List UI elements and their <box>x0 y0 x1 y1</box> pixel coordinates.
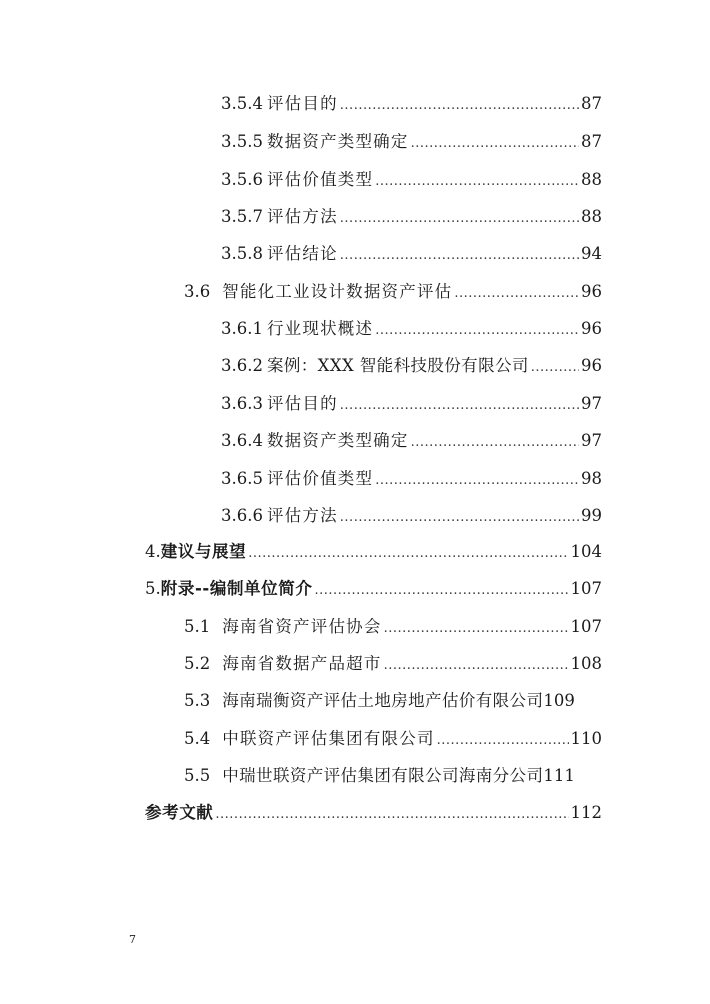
toc-entry-number: 3.6 <box>184 282 211 301</box>
toc-entry-number: 3.5.6 <box>221 170 263 189</box>
toc-entry-number: 3.5.4 <box>221 94 263 113</box>
toc-entry-number: 5.1 <box>184 617 211 636</box>
toc-entry-number: 3.5.7 <box>221 207 263 226</box>
toc-entry-number: 3.6.6 <box>221 506 263 525</box>
toc-entry-page: 88 <box>581 170 602 189</box>
toc-entry-page: 87 <box>581 132 602 151</box>
toc-entry-3-6-5[interactable] <box>221 467 602 491</box>
toc-entry-title: 附录--编制单位简介 <box>160 579 313 598</box>
toc-entry-title: 评估目的 <box>266 94 338 113</box>
dot-leader <box>411 132 579 156</box>
toc-entry-title: 评估价值类型 <box>266 469 374 488</box>
toc-entry-title: 海南省数据产品超市 <box>222 654 382 673</box>
toc-entry-number: 5.2 <box>184 654 211 673</box>
toc-entry-number: 3.5.5 <box>221 132 263 151</box>
toc-entry-5-4[interactable] <box>184 727 602 751</box>
dot-leader <box>437 729 569 753</box>
toc-entry-page: 97 <box>581 431 602 450</box>
toc-entry-number: 5. <box>145 579 161 598</box>
dot-leader <box>340 394 579 418</box>
toc-entry-references[interactable] <box>145 801 602 825</box>
toc-entry-page: 97 <box>581 394 602 413</box>
toc-entry-3-5-8[interactable] <box>221 242 602 266</box>
toc-entry-page: 108 <box>570 654 602 673</box>
toc-entry-page: 87 <box>581 94 602 113</box>
dot-leader <box>531 356 579 380</box>
dot-leader <box>375 319 579 343</box>
dot-leader <box>215 803 568 827</box>
toc-entry-title: 评估方法 <box>266 207 338 226</box>
toc-entry-number: 5.4 <box>184 729 211 748</box>
toc-entry-5-3[interactable] <box>184 689 608 713</box>
toc-entry-3-6-3[interactable] <box>221 392 602 416</box>
toc-entry-page: 99 <box>581 506 602 525</box>
toc-entry-5[interactable] <box>145 577 602 601</box>
dot-leader <box>340 94 579 118</box>
toc-entry-3-6[interactable] <box>184 280 602 304</box>
toc-entry-page: 109 <box>543 691 575 710</box>
toc-entry-title: 评估结论 <box>266 244 338 263</box>
toc-entry-number: 3.6.1 <box>221 319 263 338</box>
toc-entry-title: 参考文献 <box>145 803 214 822</box>
toc-entry-title: 案例：XXX 智能科技股份有限公司 <box>266 356 529 375</box>
toc-entry-title: 数据资产类型确定 <box>266 132 409 151</box>
toc-entry-page: 98 <box>581 469 602 488</box>
toc-entry-page: 112 <box>570 803 602 822</box>
toc-entry-3-5-5[interactable] <box>221 130 602 154</box>
toc-entry-number: 3.6.5 <box>221 469 263 488</box>
toc-entry-number: 3.5.8 <box>221 244 263 263</box>
toc-entry-3-5-4[interactable] <box>221 92 602 116</box>
toc-entry-page: 88 <box>581 207 602 226</box>
toc-entry-3-6-2[interactable] <box>221 354 602 378</box>
dot-leader <box>411 431 579 455</box>
toc-entry-5-5[interactable] <box>184 764 608 788</box>
toc-entry-title: 智能化工业设计数据资产评估 <box>222 282 453 301</box>
toc-entry-title: 海南省资产评估协会 <box>222 617 382 636</box>
toc-entry-page: 107 <box>570 579 602 598</box>
toc-entry-page: 104 <box>570 542 602 561</box>
toc-entry-page: 94 <box>581 244 602 263</box>
toc-entry-title: 海南瑞衡资产评估土地房地产估价有限公司 <box>222 691 544 710</box>
toc-entry-page: 107 <box>570 617 602 636</box>
toc-entry-number: 3.6.2 <box>221 356 263 375</box>
toc-entry-number: 3.6.3 <box>221 394 263 413</box>
toc-entry-page: 96 <box>581 282 602 301</box>
toc-entry-number: 5.3 <box>184 691 211 710</box>
toc-entry-title: 行业现状概述 <box>266 319 374 338</box>
toc-entry-3-5-7[interactable] <box>221 205 602 229</box>
toc-entry-3-6-6[interactable] <box>221 504 602 528</box>
toc-entry-number: 5.5 <box>184 766 211 785</box>
toc-entry-page: 96 <box>581 319 602 338</box>
page-number: 7 <box>129 933 136 946</box>
dot-leader <box>340 244 579 268</box>
toc-entry-number: 3.6.4 <box>221 431 263 450</box>
dot-leader <box>384 654 569 678</box>
toc-entry-page: 110 <box>570 729 602 748</box>
toc-entry-number: 4. <box>145 542 161 561</box>
dot-leader <box>340 506 579 530</box>
toc-entry-title: 中联资产评估集团有限公司 <box>222 729 435 748</box>
dot-leader <box>314 579 568 603</box>
toc-entry-3-6-4[interactable] <box>221 429 602 453</box>
toc-entry-page: 96 <box>581 356 602 375</box>
toc-entry-5-2[interactable] <box>184 652 602 676</box>
dot-leader <box>384 617 569 641</box>
toc-entry-title: 数据资产类型确定 <box>266 431 409 450</box>
toc-entry-3-6-1[interactable] <box>221 317 602 341</box>
toc-entry-title: 评估目的 <box>266 394 338 413</box>
toc-entry-title: 中瑞世联资产评估集团有限公司海南分公司 <box>222 766 544 785</box>
toc-entry-page: 111 <box>543 766 575 785</box>
dot-leader <box>454 282 579 306</box>
toc-entry-5-1[interactable] <box>184 615 602 639</box>
toc-entry-4[interactable] <box>145 540 602 564</box>
toc-entry-3-5-6[interactable] <box>221 168 602 192</box>
dot-leader <box>375 170 579 194</box>
dot-leader <box>375 469 579 493</box>
dot-leader <box>248 542 568 566</box>
toc-entry-title: 评估价值类型 <box>266 170 374 189</box>
toc-entry-title: 建议与展望 <box>160 542 247 561</box>
toc-entry-title: 评估方法 <box>266 506 338 525</box>
dot-leader <box>340 207 579 231</box>
